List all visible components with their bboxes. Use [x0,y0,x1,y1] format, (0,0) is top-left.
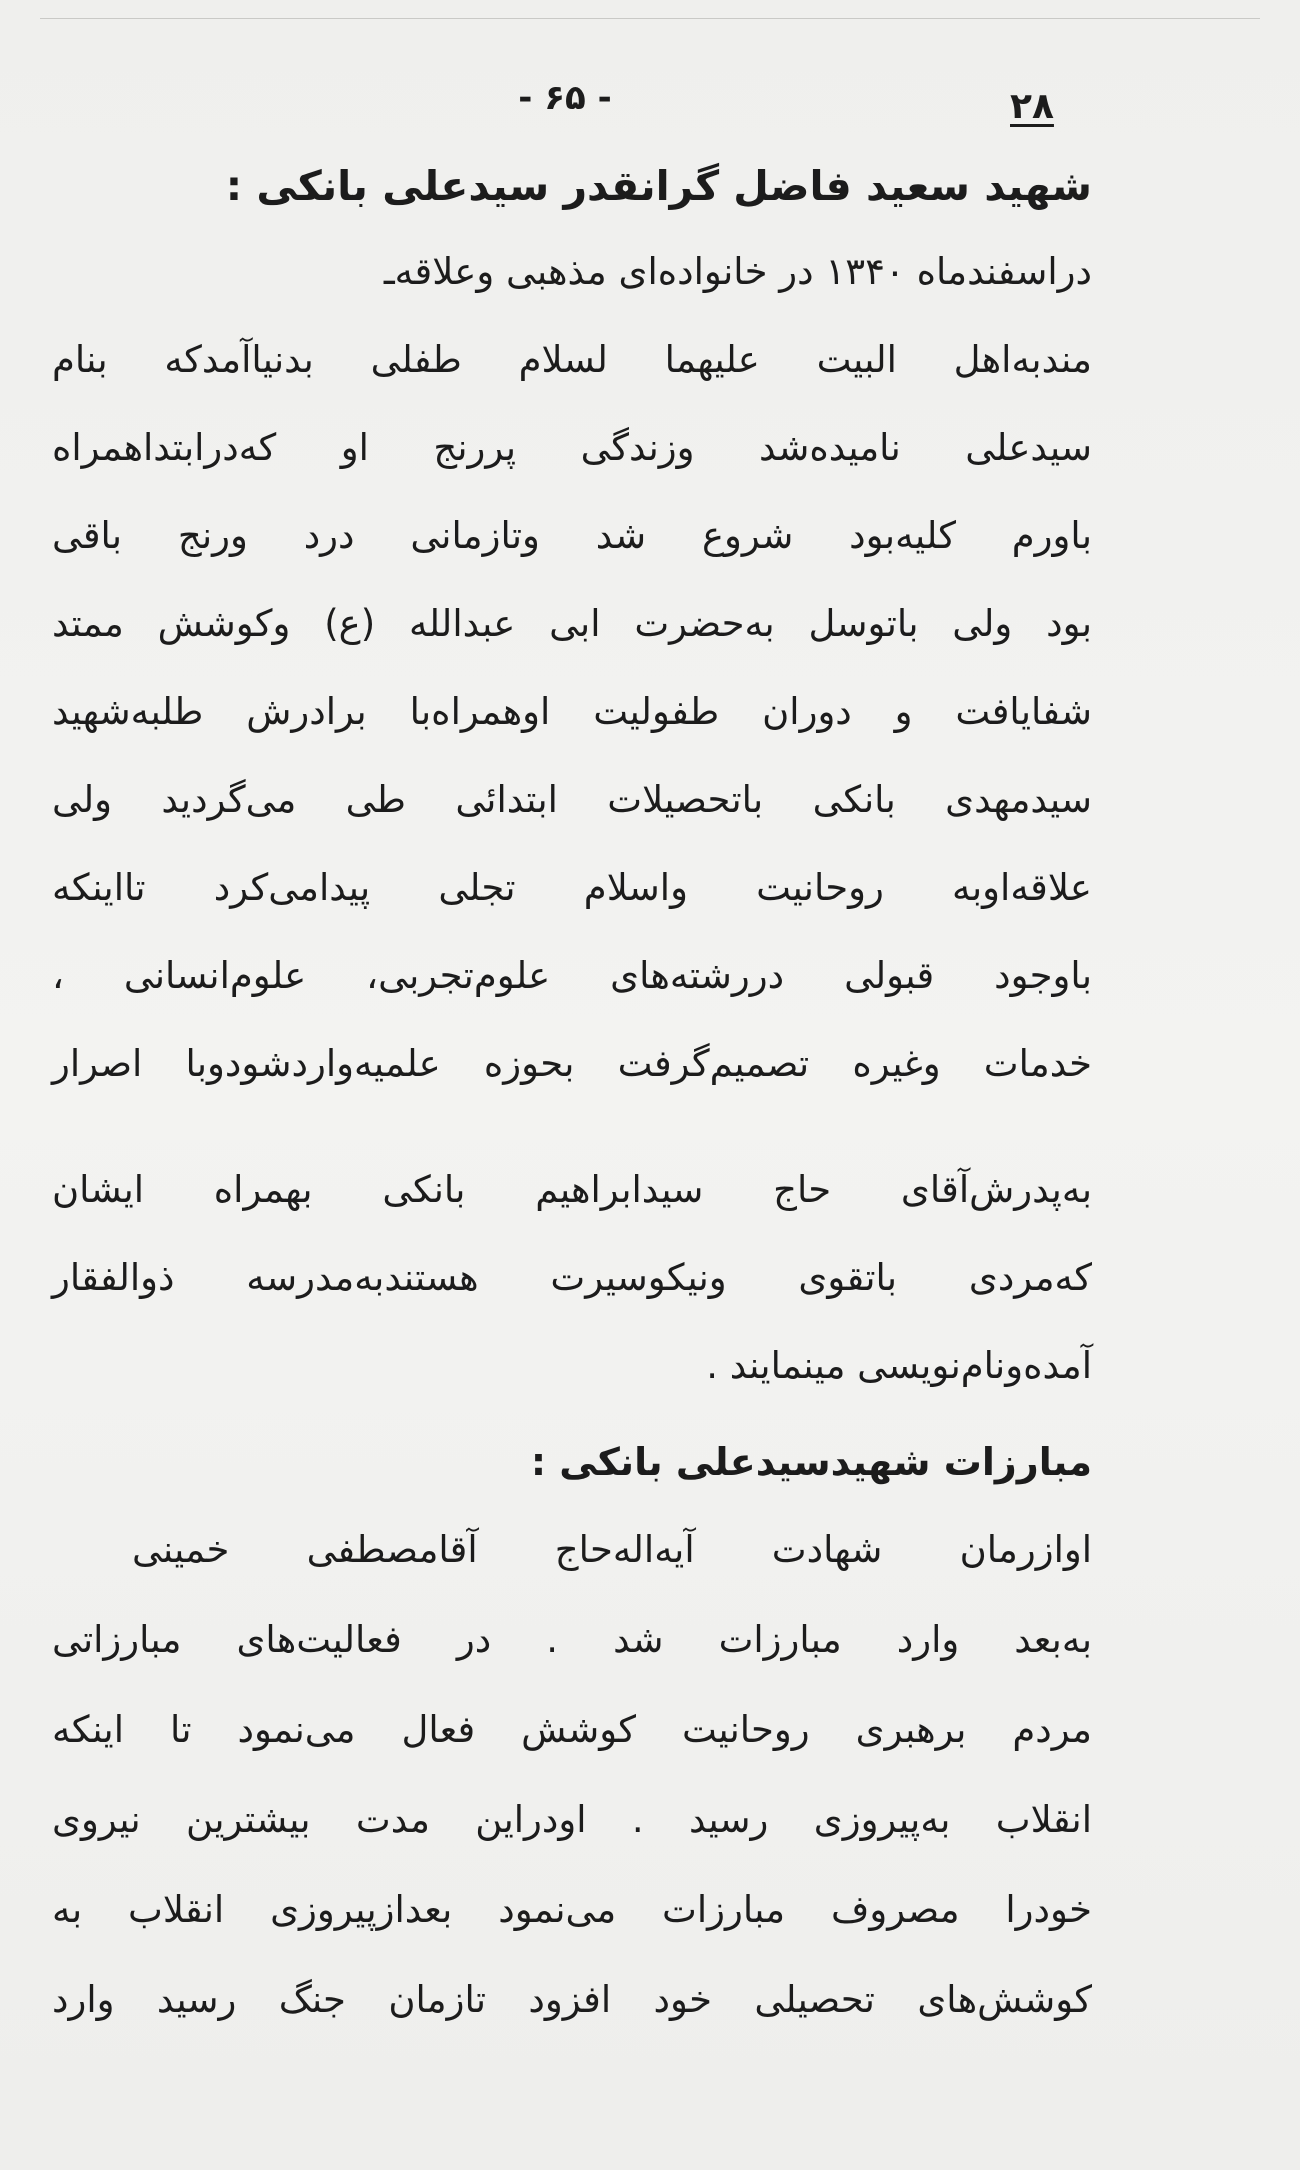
paragraph-2-line: اوازرمان شهادت آیه‌اله‌حاج آقامصطفی خمینی [132,1528,1092,1571]
section-subheading: مبارزات شهیدسیدعلی بانکی : [530,1440,1092,1484]
item-number: ۲۸ [1010,86,1054,127]
paragraph-1-line: که‌مردی باتقوی ونیکوسیرت هستندبه‌مدرسه ذوالفقار [52,1256,1092,1299]
paragraph-1-line: مندبه‌اهل البیت علیهما لسلام طفلی بدنیاآمدکه بنام [52,338,1092,381]
paragraph-1-line: به‌پدرش‌آقای حاج سیدابراهیم بانکی بهمراه ایشان [52,1168,1092,1211]
paragraph-1-line: باورم کلیه‌بود شروع شد وتازمانی درد ورنج باقی [52,514,1092,557]
paragraph-1-line: خدمات وغیره تصمیم‌گرفت بحوزه علمیه‌واردشودوبا اصرار [52,1042,1092,1085]
paragraph-2-line: مردم برهبری روحانیت کوشش فعال می‌نمود تا اینکه [52,1708,1092,1751]
paragraph-1-line: علاقه‌اوبه روحانیت واسلام تجلی پیدامی‌کرد تااینکه [52,866,1092,909]
page-number: - ۶۵ - [518,78,612,118]
paragraph-1-line: باوجود قبولی دررشته‌های علوم‌تجربی، علوم‌انسانی ، [52,954,1092,997]
paragraph-2-line: به‌بعد وارد مبارزات شد . در فعالیت‌های مبارزاتی [52,1618,1092,1661]
paragraph-1-line: شفایافت و دوران طفولیت اوهمراه‌با برادرش طلبه‌شهید [52,690,1092,733]
section-title: شهید سعید فاضل گرانقدر سیدعلی بانکی : [225,162,1092,210]
paragraph-1-line: سیدعلی نامیده‌شد وزندگی پررنج او که‌درابتداهمراه [52,426,1092,469]
paragraph-1-line: آمده‌ونام‌نویسی مینمایند . [706,1344,1092,1387]
paragraph-2-line: کوشش‌های تحصیلی خود افزود تازمان جنگ رسید وارد [52,1978,1092,2021]
paragraph-1-line: بود ولی باتوسل به‌حضرت ابی عبدالله (ع) وکوشش ممتد [52,602,1092,645]
paragraph-1-line: سیدمهدی بانکی باتحصیلات ابتدائی طی می‌گردید ولی [52,778,1092,821]
page-top-edge [40,18,1260,19]
paragraph-2-line: خودرا مصروف مبارزات می‌نمود بعدازپیروزی انقلاب به [52,1888,1092,1931]
paragraph-1-line: دراسفندماه ۱۳۴۰ در خانواده‌ای مذهبی وعلاقه‌ـ [383,250,1092,293]
paragraph-2-line: انقلاب به‌پیروزی رسید . اودراین مدت بیشترین نیروی [52,1798,1092,1841]
